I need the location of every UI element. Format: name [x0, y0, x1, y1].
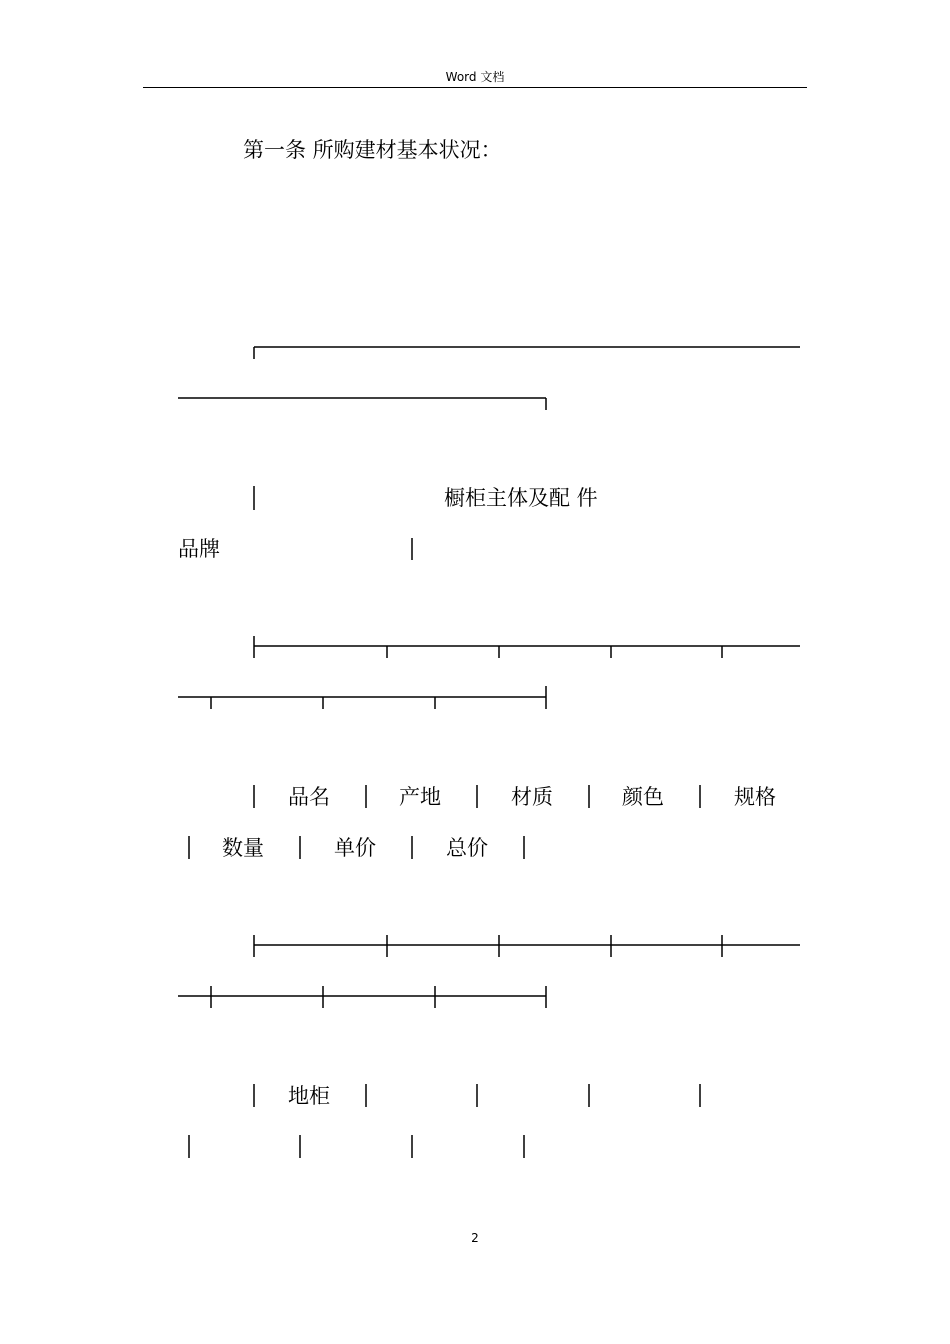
column-header: 规格 [734, 785, 776, 809]
column-header: 材质 [511, 785, 553, 809]
column-header: 产地 [399, 785, 441, 809]
table-title: 橱柜主体及配 件 [444, 486, 598, 510]
clause-heading: 第一条 所购建材基本状况： [243, 138, 502, 162]
page-header: Word 文档 [445, 70, 505, 84]
column-header: 数量 [222, 836, 264, 860]
table-cell-item: 地柜 [288, 1084, 330, 1108]
column-header: 总价 [446, 836, 488, 860]
column-header: 品名 [288, 785, 330, 809]
column-header: 单价 [334, 836, 376, 860]
brand-label: 品牌 [178, 537, 220, 561]
page-number: 2 [471, 1231, 479, 1245]
column-header: 颜色 [622, 785, 664, 809]
